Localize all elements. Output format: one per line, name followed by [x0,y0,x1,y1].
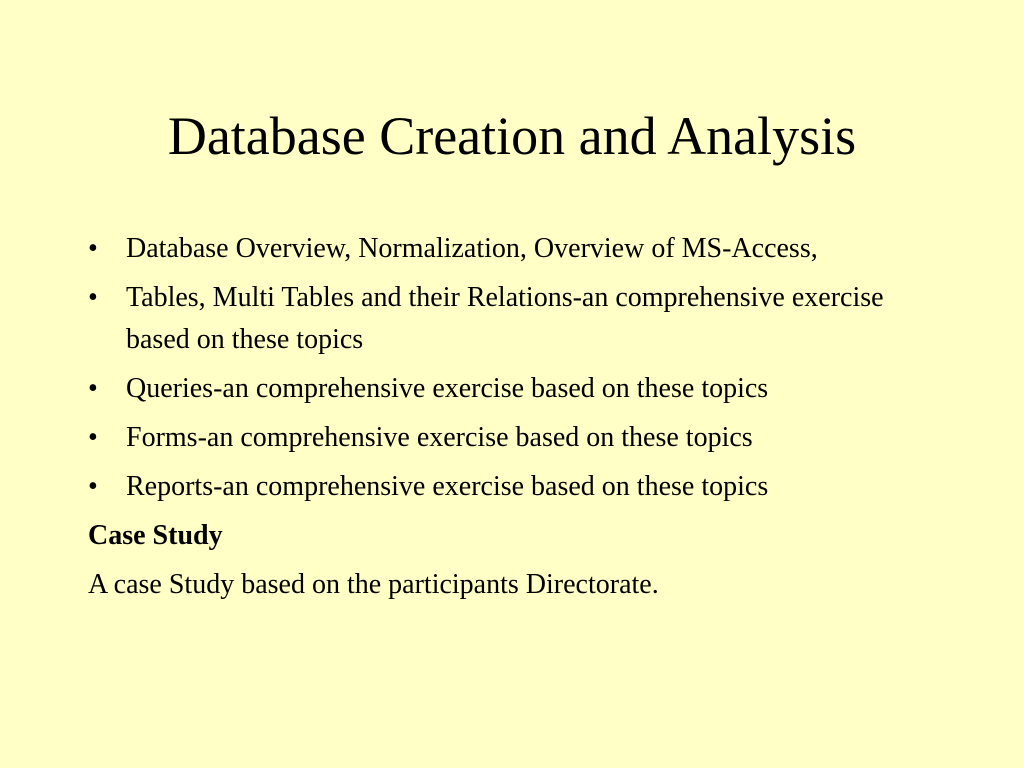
bullet-item [88,277,948,361]
bullet-dot-icon: • [88,373,98,404]
bullet-dot-icon: • [88,233,98,264]
case-study-text: A case Study based on the participants Directorate. [88,569,659,600]
bullet-dot-icon: • [88,422,98,453]
bullet-item [88,368,948,410]
bullet-item [88,228,948,270]
slide-content [88,228,948,606]
bullet-item [88,417,948,459]
bullet-text: Reports-an comprehensive exercise based on these topics [126,471,769,502]
bullet-list [88,228,948,508]
bullet-text: Queries-an comprehensive exercise based on these topics [126,373,769,404]
bullet-dot-icon: • [88,282,98,313]
bullet-text: Forms-an comprehensive exercise based on these topics [126,422,753,453]
bullet-item [88,466,948,508]
case-study-heading: Case Study [88,520,223,551]
slide-title: Database Creation and Analysis [167,106,857,166]
bullet-text: Database Overview, Normalization, Overview of MS-Access, [126,233,818,264]
bullet-dot-icon: • [88,471,98,502]
bullet-text: Tables, Multi Tables and their Relations-an comprehensive exercise based on these topics [126,282,884,355]
